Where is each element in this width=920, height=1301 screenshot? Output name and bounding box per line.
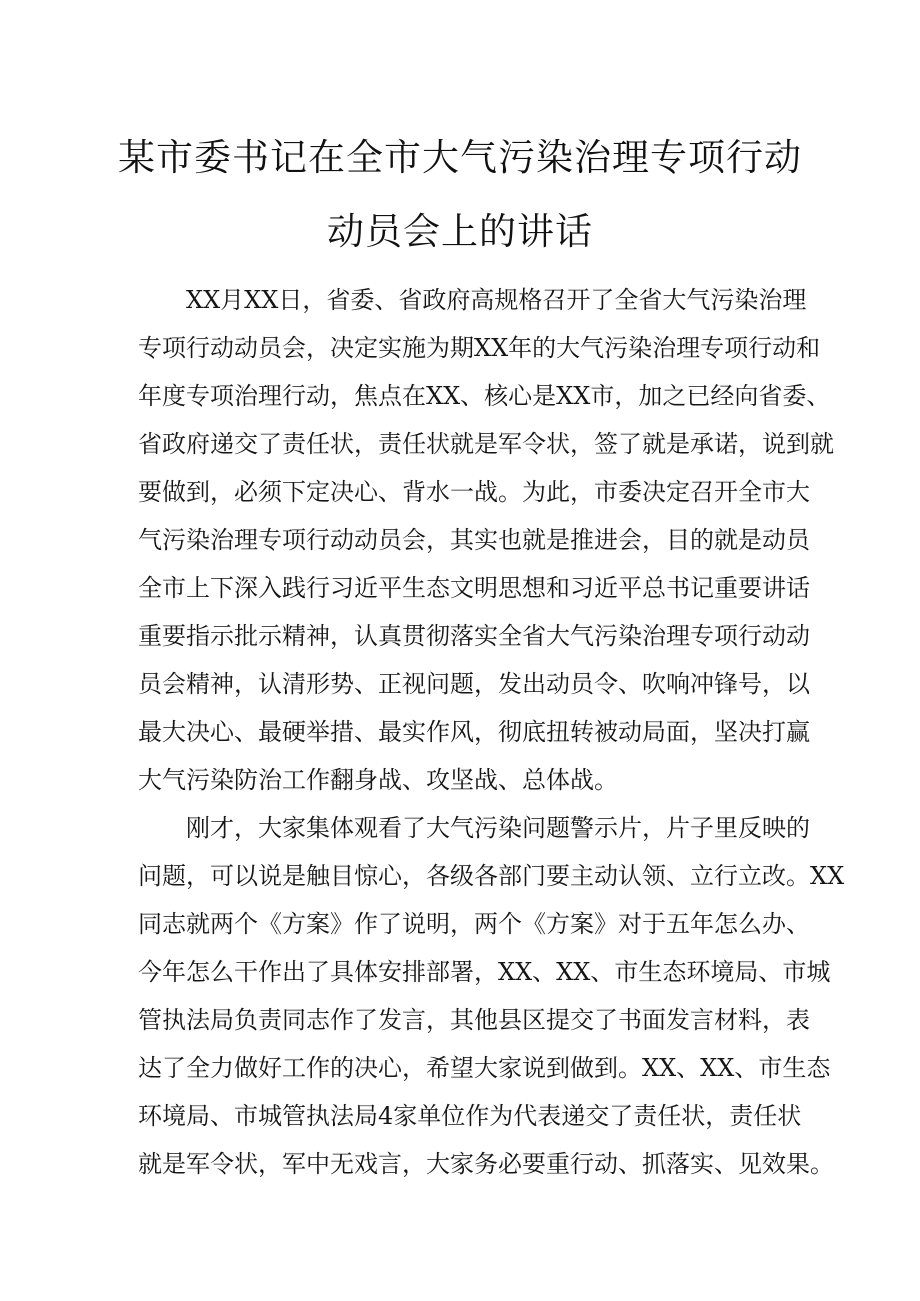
- paragraph-1-line: 重要指示批示精神，认真贯彻落实全省大气污染治理专项行动动: [138, 622, 810, 650]
- paragraph-1-line: 员会精神，认清形势、正视问题，发出动员令、吹响冲锋号，以: [138, 670, 810, 698]
- paragraph-2-line: 今年怎么干作出了具体安排部署，XX、XX、市生态环境局、市城: [138, 958, 831, 986]
- paragraph-2-line: 管执法局负责同志作了发言，其他县区提交了书面发言材料，表: [138, 1006, 810, 1034]
- paragraph-1-line: 要做到，必须下定决心、背水一战。为此，市委决定召开全市大: [138, 478, 810, 506]
- paragraph-2-line: 刚才，大家集体观看了大气污染问题警示片，片子里反映的: [186, 814, 810, 842]
- document-title-line-2: 动员会上的讲话: [327, 210, 593, 253]
- paragraph-1-line: 全市上下深入践行习近平生态文明思想和习近平总书记重要讲话: [138, 574, 810, 602]
- paragraph-2-line: 就是军令状，军中无戏言，大家务必要重行动、抓落实、见效果。: [138, 1150, 834, 1178]
- paragraph-1-line: 省政府递交了责任状，责任状就是军令状，签了就是承诺，说到就: [138, 430, 834, 458]
- paragraph-1-line: 气污染治理专项行动动员会，其实也就是推进会，目的就是动员: [138, 526, 810, 554]
- paragraph-1-line: 专项行动动员会，决定实施为期XX年的大气污染治理专项行动和: [138, 334, 821, 362]
- paragraph-2-line: 环境局、市城管执法局4家单位作为代表递交了责任状，责任状: [138, 1102, 802, 1130]
- paragraph-1-line: 最大决心、最硬举措、最实作风，彻底扭转被动局面，坚决打赢: [138, 718, 810, 746]
- paragraph-2-line: 问题，可以说是触目惊心，各级各部门要主动认领、立行立改。XX: [138, 862, 845, 890]
- paragraph-2-line: 同志就两个《方案》作了说明，两个《方案》对于五年怎么办、: [138, 910, 810, 938]
- paragraph-1-line: XX月XX日，省委、省政府高规格召开了全省大气污染治理: [186, 286, 807, 314]
- document-title-line-1: 某市委书记在全市大气污染治理专项行动: [118, 136, 802, 179]
- paragraph-1-line: 年度专项治理行动，焦点在XX、核心是XX市，加之已经向省委、: [138, 382, 831, 410]
- paragraph-2-line: 达了全力做好工作的决心，希望大家说到做到。XX、XX、市生态: [138, 1054, 831, 1082]
- paragraph-1-line: 大气污染防治工作翻身战、攻坚战、总体战。: [138, 766, 618, 794]
